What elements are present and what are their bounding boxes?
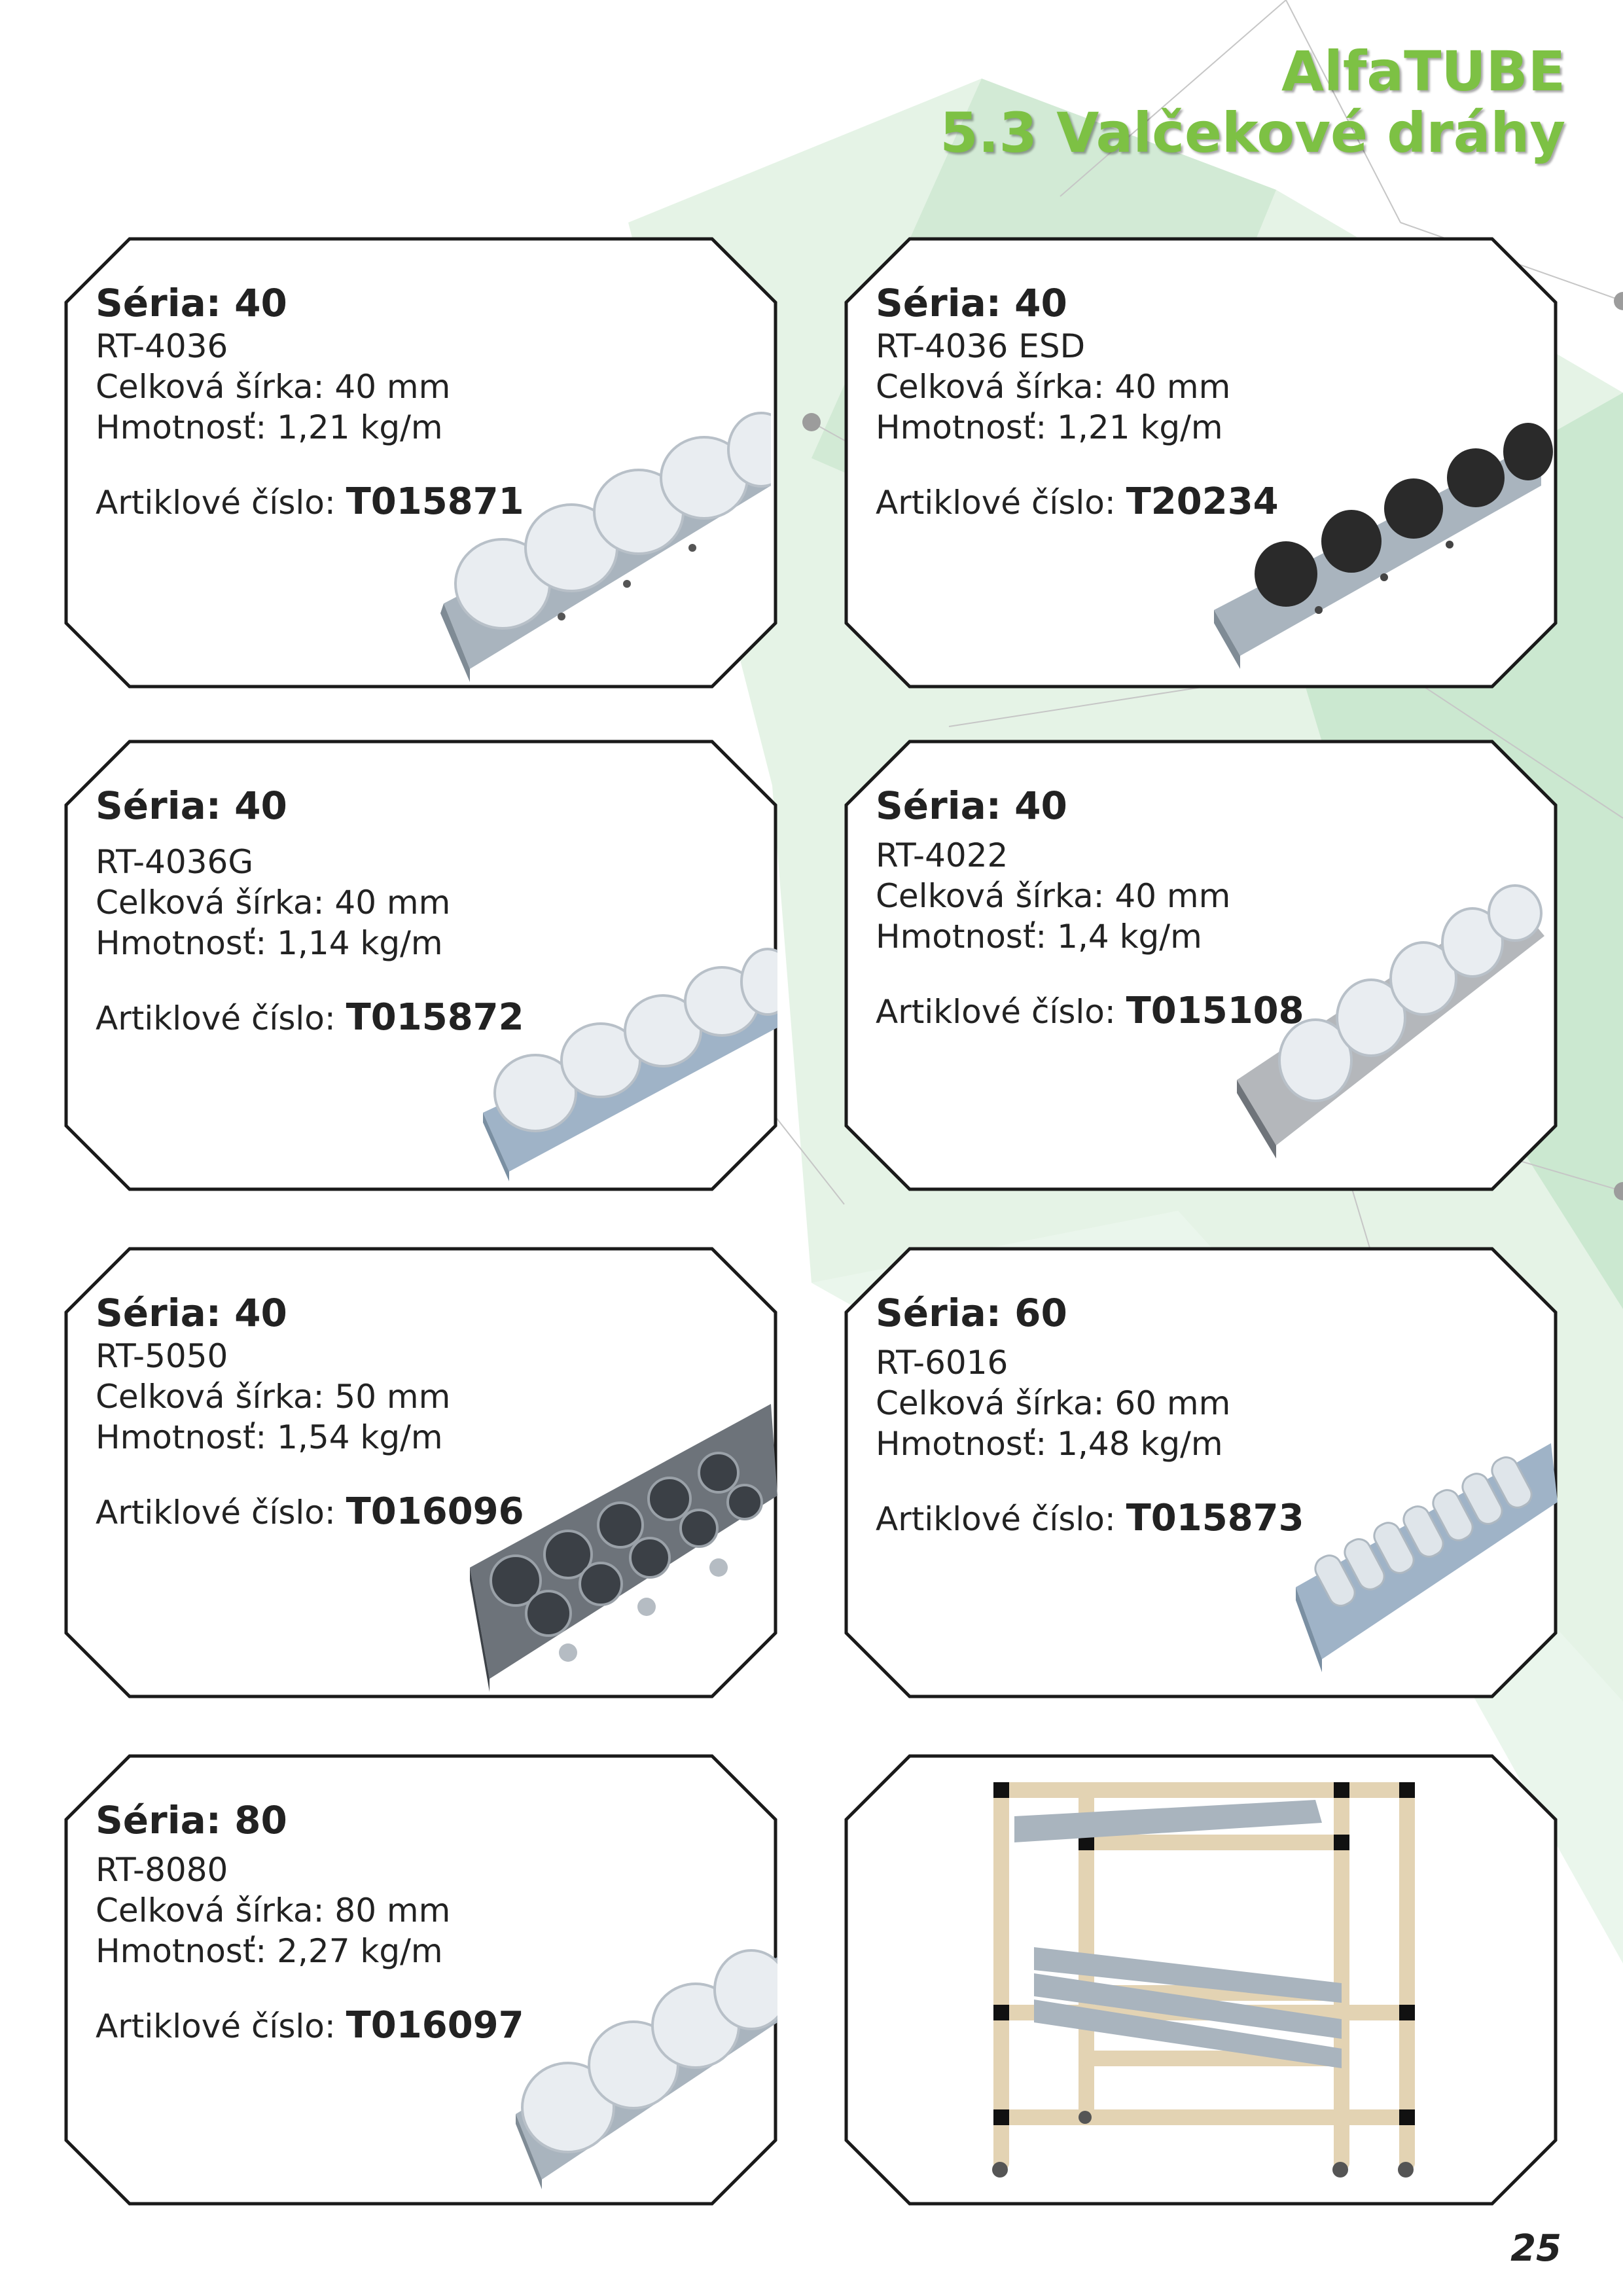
series-label: Séria: 40 <box>96 1291 287 1335</box>
product-info <box>876 785 1304 1032</box>
width-label: Celková šírka: 50 mm <box>96 1378 451 1416</box>
series-label: Séria: 40 <box>876 783 1067 828</box>
series-label: Séria: 60 <box>876 1291 1067 1335</box>
brand-title: AlfaTUBE <box>1281 39 1565 103</box>
weight-label: Hmotnosť: 1,21 kg/m <box>876 408 1223 446</box>
roller-track-narrow-icon <box>1296 1443 1558 1692</box>
page-number: 25 <box>1510 2227 1561 2270</box>
article-line <box>96 2005 524 2047</box>
article-line <box>96 997 524 1039</box>
article-line <box>96 1492 524 1533</box>
page-header <box>940 41 1565 164</box>
article-line <box>876 482 1279 523</box>
product-card <box>64 1247 777 1698</box>
weight-label: Hmotnosť: 1,54 kg/m <box>96 1418 443 1456</box>
article-number: T20234 <box>1126 480 1279 523</box>
model-label: RT-5050 <box>96 1337 228 1375</box>
width-label: Celková šírka: 40 mm <box>96 368 451 406</box>
article-label: Artiklové číslo: <box>96 2007 336 2045</box>
product-info <box>876 1293 1304 1539</box>
product-card <box>64 237 777 689</box>
series-label: Séria: 80 <box>96 1798 287 1842</box>
article-number: T015871 <box>346 480 524 523</box>
article-line <box>876 1498 1304 1539</box>
weight-label: Hmotnosť: 2,27 kg/m <box>96 1932 443 1970</box>
product-card <box>64 1754 777 2206</box>
series-label: Séria: 40 <box>96 783 287 828</box>
product-info <box>96 1800 524 2047</box>
product-card <box>844 740 1558 1191</box>
model-label: RT-4036 <box>96 327 228 365</box>
model-label: RT-4022 <box>876 836 1008 874</box>
product-info <box>96 785 524 1039</box>
model-label: RT-4036G <box>96 843 254 881</box>
series-label: Séria: 40 <box>96 281 287 325</box>
weight-label: Hmotnosť: 1,48 kg/m <box>876 1425 1223 1463</box>
product-info <box>96 283 524 523</box>
roller-track-white-icon <box>516 1918 777 2193</box>
width-label: Celková šírka: 40 mm <box>876 368 1231 406</box>
product-info <box>96 1293 524 1533</box>
article-number: T016097 <box>346 2004 524 2047</box>
product-card <box>64 740 777 1191</box>
series-label: Séria: 40 <box>876 281 1067 325</box>
product-card <box>844 1247 1558 1698</box>
width-label: Celková šírka: 40 mm <box>876 877 1231 915</box>
width-label: Celková šírka: 40 mm <box>96 884 451 922</box>
article-label: Artiklové číslo: <box>876 1500 1116 1538</box>
product-info <box>876 283 1279 523</box>
product-card <box>844 237 1558 689</box>
model-label: RT-8080 <box>96 1851 228 1889</box>
article-number: T015108 <box>1126 990 1304 1032</box>
article-label: Artiklové číslo: <box>96 1494 336 1532</box>
width-label: Celková šírka: 80 mm <box>96 1892 451 1929</box>
article-label: Artiklové číslo: <box>876 993 1116 1031</box>
article-label: Artiklové číslo: <box>96 999 336 1037</box>
pipe-rack-with-roller-tracks-icon <box>975 1770 1433 2196</box>
weight-label: Hmotnosť: 1,4 kg/m <box>876 918 1202 956</box>
article-label: Artiklové číslo: <box>96 484 336 522</box>
article-line <box>96 482 524 523</box>
weight-label: Hmotnosť: 1,14 kg/m <box>96 924 443 962</box>
weight-label: Hmotnosť: 1,21 kg/m <box>96 408 443 446</box>
article-number: T015873 <box>1126 1497 1304 1539</box>
article-label: Artiklové číslo: <box>876 484 1116 522</box>
model-label: RT-4036 ESD <box>876 327 1086 365</box>
article-number: T015872 <box>346 996 524 1039</box>
roller-track-white-icon <box>483 923 777 1185</box>
rack-card <box>844 1754 1558 2206</box>
model-label: RT-6016 <box>876 1344 1008 1382</box>
width-label: Celková šírka: 60 mm <box>876 1384 1231 1422</box>
section-title: 5.3 Valčekové dráhy <box>940 101 1565 166</box>
article-line <box>876 991 1304 1032</box>
article-number: T016096 <box>346 1490 524 1533</box>
